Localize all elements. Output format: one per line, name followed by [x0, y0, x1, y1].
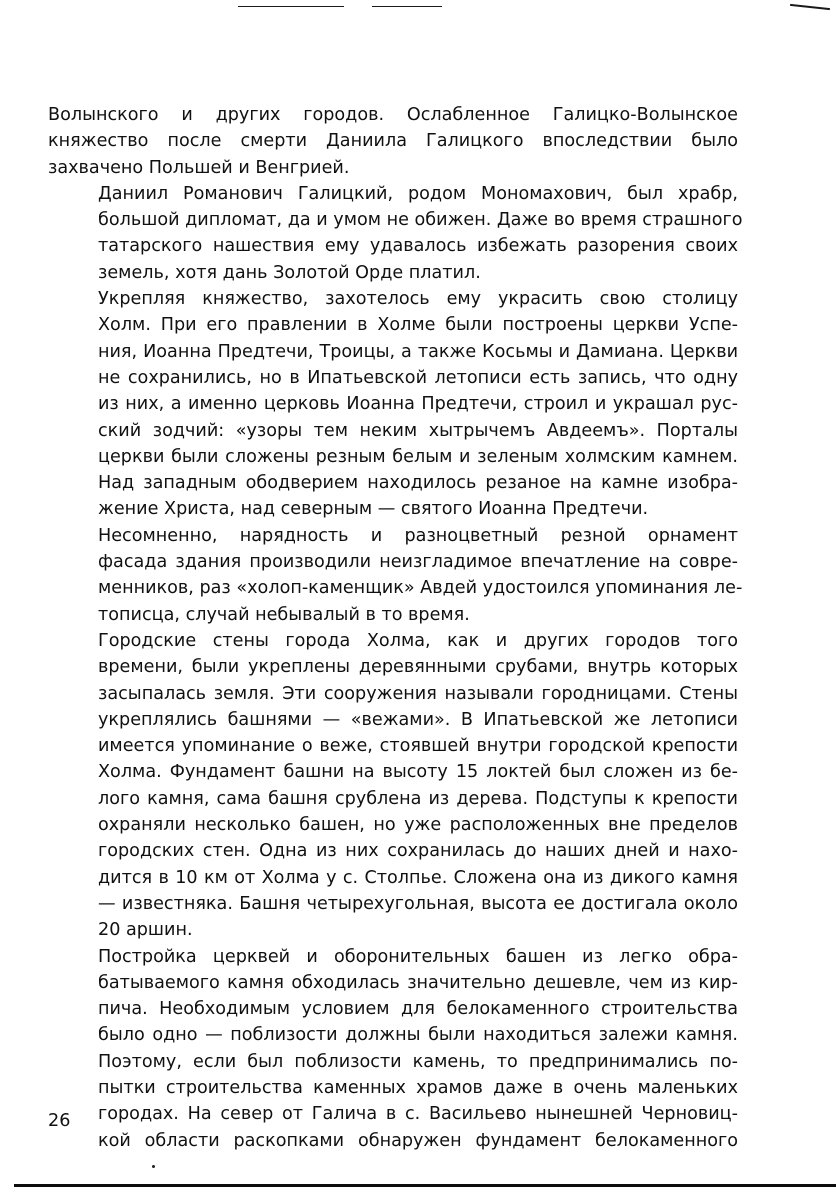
- paragraph: [48, 944, 738, 1154]
- text-line: Над западным ободверием находилось резаное на камне изобра-: [98, 473, 738, 494]
- text-line: времени, были укреплены деревянными срубами, внутрь которых: [98, 657, 738, 678]
- text-line: пича. Необходимым условием для белокаменного строительства: [98, 999, 738, 1020]
- text-line: менников, раз «холоп-каменщик» Авдей удостоился упоминания ле-: [98, 578, 743, 599]
- text-line: Поэтому, если был поблизости камень, то предпринимались по-: [98, 1051, 738, 1072]
- text-line: ский зодчий: «узоры тем неким хытрычемъ Авдеемъ». Порталы: [98, 420, 738, 441]
- paragraph: [48, 181, 743, 286]
- text-line: охраняли несколько башен, но уже расположенных вне пределов: [98, 815, 738, 836]
- text-line: жение Христа, над северным — святого Иоанна Предтечи.: [98, 499, 649, 520]
- text-line: засыпалась земля. Эти сооружения называли городницами. Стены: [98, 683, 738, 704]
- text-line: пытки строительства каменных храмов даже в очень маленьких: [98, 1077, 738, 1098]
- text-line: лого камня, сама башня срублена из дерева. Подступы к крепости: [98, 788, 738, 809]
- text-line: захвачено Польшей и Венгрией.: [48, 157, 350, 178]
- page-number: 26: [48, 1111, 71, 1131]
- text-line: было одно — поблизости должны были находиться залежи камня.: [98, 1025, 738, 1046]
- text-line: Холма. Фундамент башни на высоту 15 локтей был сложен из бе-: [98, 762, 738, 783]
- text-line: — известняка. Башня четырехугольная, высота ее достигала около: [98, 893, 738, 914]
- text-line: земель, хотя дань Золотой Орде платил.: [98, 262, 481, 283]
- text-line: Городские стены города Холма, как и других городов того: [98, 630, 738, 651]
- text-line: Укрепляя княжество, захотелось ему украсить свою столицу: [98, 289, 738, 310]
- text-line: не сохранились, но в Ипатьевской летописи есть запись, что одну: [98, 367, 738, 388]
- text-line: ния, Иоанна Предтечи, Троицы, а также Косьмы и Дамиана. Церкви: [98, 341, 738, 362]
- paragraph: [48, 628, 738, 944]
- paragraph: [48, 523, 743, 628]
- paragraph: [48, 286, 738, 523]
- text-line: батываемого камня обходилась значительно дешевле, чем из кир-: [98, 972, 738, 993]
- text-line: из них, а именно церковь Иоанна Предтечи, строил и украшал рус-: [98, 394, 738, 415]
- text-line: кой области раскопками обнаружен фундамент белокаменного: [98, 1130, 738, 1151]
- text-line: Холм. При его правлении в Холме были построены церкви Успе-: [98, 315, 738, 336]
- text-line: княжество после смерти Даниила Галицкого впоследствии было: [48, 131, 738, 152]
- text-line: дится в 10 км от Холма у с. Столпье. Сложена она из дикого камня: [98, 867, 738, 888]
- text-line: 20 аршин.: [98, 920, 193, 941]
- text-line: городских стен. Одна из них сохранилась до наших дней и нахо-: [98, 841, 738, 862]
- text-line: городах. На север от Галича в с. Васильево нынешней Черновиц-: [98, 1104, 738, 1125]
- scan-rule-top: [238, 6, 344, 7]
- text-line: укреплялись башнями — «вежами». В Ипатьевской же летописи: [98, 709, 738, 730]
- text-line: большой дипломат, да и умом не обижен. Даже во время страшного: [98, 210, 743, 231]
- text-line: Постройка церквей и оборонительных башен из легко обра-: [98, 946, 738, 967]
- scan-rule-top: [372, 6, 442, 7]
- text-line: Несомненно, нарядность и разноцветный резной орнамент: [98, 525, 738, 546]
- text-line: тописца, случай небывалый в то время.: [98, 604, 470, 625]
- paragraph: [48, 102, 738, 181]
- scan-rule-bottom: [14, 1184, 836, 1187]
- text-line: Даниил Романович Галицкий, родом Мономахович, был храбр,: [98, 183, 738, 204]
- scan-speck: [152, 1165, 155, 1168]
- scan-corner-mark: [790, 4, 830, 10]
- text-line: фасада здания производили неизгладимое впечатление на совре-: [98, 552, 738, 573]
- text-line: татарского нашествия ему удавалось избежать разорения своих: [98, 236, 738, 257]
- text-line: Волынского и других городов. Ослабленное Галицко-Волынское: [48, 105, 738, 125]
- text-line: имеется упоминание о веже, стоявшей внутри городской крепости: [98, 736, 738, 757]
- body-text: [48, 102, 743, 1154]
- text-line: церкви были сложены резным белым и зеленым холмским камнем.: [98, 446, 738, 467]
